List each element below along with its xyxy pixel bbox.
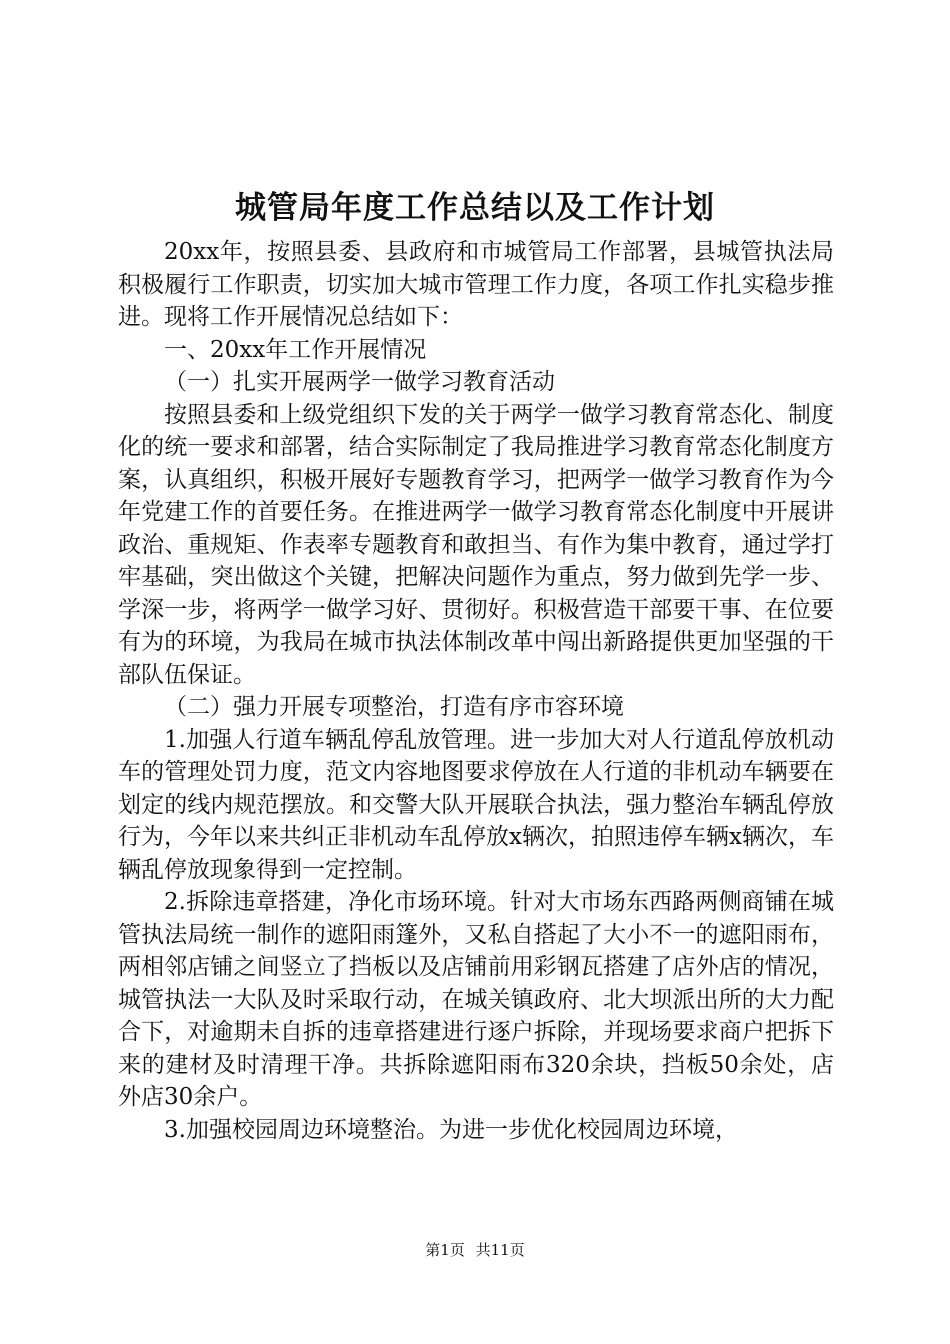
- body-paragraph-1: 按照县委和上级党组织下发的关于两学一做学习教育常态化、制度化的统一要求和部署，结合实际制定了我局推进学习教育常态化制度方案，认真组织，积极开展好专题教育学习，把两学一做学习教育作为今年党建工作的首要任务。在推进两学一做学习教育常态化制度中开展讲政治、重规矩、作表率专题教育和敢担当、有作为集中教育，通过学打牢基础，突出做这个关键，把解决问题作为重点，努力做到先学一步、学深一步，将两学一做学习好、贯彻好。积极营造干部要干事、在位要有为的环境，为我局在城市执法体制改革中闯出新路提供更加坚强的干部队伍保证。: [118, 401, 834, 688]
- page-footer: [0, 1240, 950, 1260]
- subsection-heading-2: （二）强力开展专项整治，打造有序市容环境: [164, 694, 624, 720]
- subsection-heading-1: （一）扎实开展两学一做学习教育活动: [164, 369, 555, 395]
- page-total: 共11页: [475, 1241, 525, 1259]
- page-number: 第1页: [425, 1241, 465, 1259]
- body-paragraph-2: 1.加强人行道车辆乱停乱放管理。进一步加大对人行道乱停放机动车的管理处罚力度，范文内容地图要求停放在人行道的非机动车辆要在划定的线内规范摆放。和交警大队开展联合执法，强力整治车辆乱停放行为，今年以来共纠正非机动车乱停放x辆次，拍照违停车辆x辆次，车辆乱停放现象得到一定控制。: [118, 726, 834, 883]
- document-title: 城管局年度工作总结以及工作计划: [235, 190, 715, 226]
- body-paragraph-3: 2.拆除违章搭建，净化市场环境。针对大市场东西路两侧商铺在城管执法局统一制作的遮阳雨篷外，又私自搭起了大小不一的遮阳雨布，两相邻店铺之间竖立了挡板以及店铺前用彩钢瓦搭建了店外店的情况，城管执法一大队及时采取行动，在城关镇政府、北大坝派出所的大力配合下，对逾期未自拆的违章搭建进行逐户拆除，并现场要求商户把拆下来的建材及时清理干净。共拆除遮阳雨布320余块，挡板50余处，店外店30余户。: [118, 889, 834, 1110]
- intro-paragraph: 20xx年，按照县委、县政府和市城管局工作部署，县城管执法局积极履行工作职责，切实加大城市管理工作力度，各项工作扎实稳步推进。现将工作开展情况总结如下：: [118, 239, 834, 330]
- body-paragraph-4: 3.加强校园周边环境整治。为进一步优化校园周边环境，: [164, 1116, 738, 1143]
- section-heading: 一、20xx年工作开展情况: [164, 336, 427, 363]
- document-body: [118, 236, 834, 1146]
